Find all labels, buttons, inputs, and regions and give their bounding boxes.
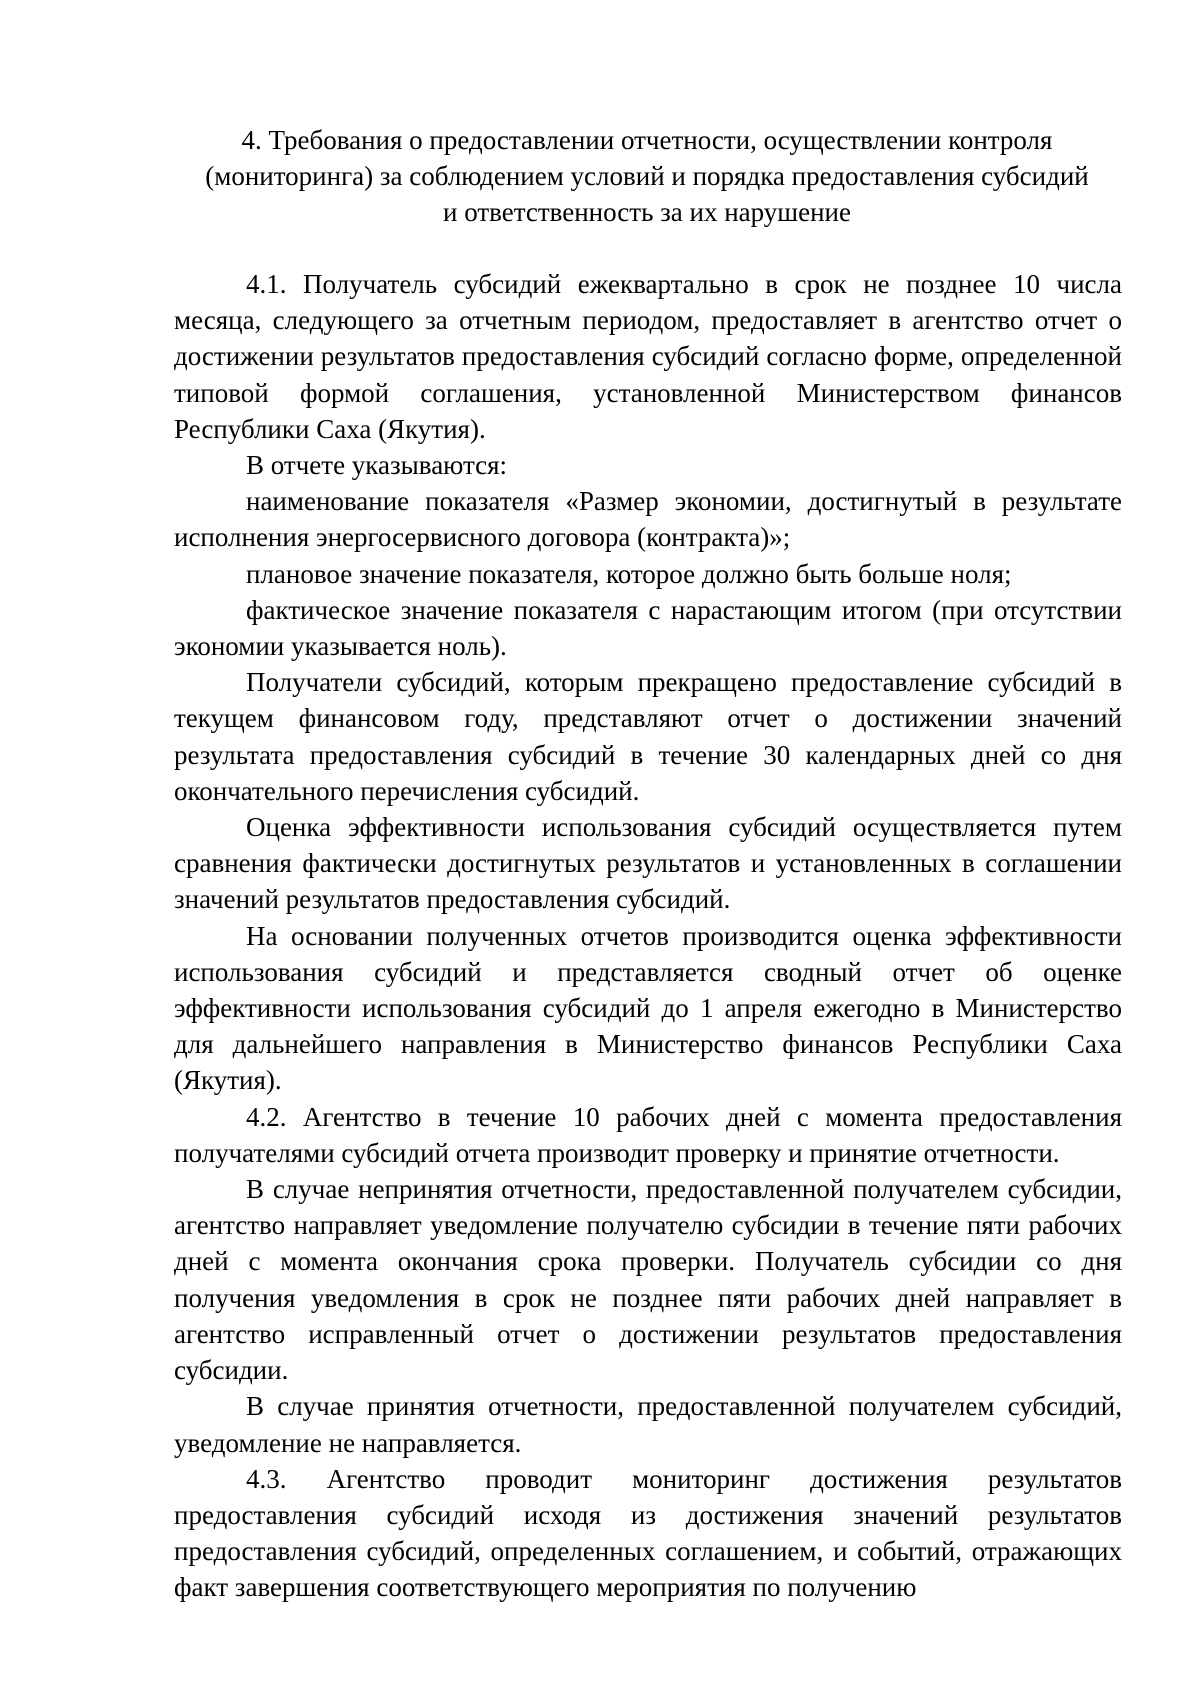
document-body: [174, 266, 1122, 1606]
paragraph-rejection-case: В случае непринятия отчетности, предоставленной получателем субсидии, агентство направляет уведомление получателю субсидии в течение пяти рабочих дней с момента окончания срока проверки. Получатель субсидии со дня получения уведомления в срок не позднее пяти рабочих дней направляет в агентство исправленный отчет о достижении результатов предоставления субсидии.: [174, 1174, 1122, 1386]
paragraph-indicator-name: наименование показателя «Размер экономии, достигнутый в результате исполнения энергосервисного договора (контракта)»;: [174, 486, 1122, 553]
paragraph-report-contents: В отчете указываются:: [246, 450, 508, 481]
paragraph-efficiency-assessment: Оценка эффективности использования субсидий осуществляется путем сравнения фактически достигнутых результатов и установленных в соглашении значений результатов предоставления субсидий.: [174, 812, 1122, 915]
section-heading: [172, 122, 1122, 230]
paragraph-4-3: 4.3. Агентство проводит мониторинг достижения результатов предоставления субсидий исходя из достижения значений результатов предоставления субсидий, определенных соглашением, и событий, отражающих факт завершения соответствующего мероприятия по получению: [174, 1463, 1122, 1603]
heading-line: 4. Требования о предоставлении отчетности, осуществлении контроля: [241, 125, 1053, 155]
paragraph-acceptance-case: В случае принятия отчетности, предоставленной получателем субсидий, уведомление не направляется.: [174, 1391, 1122, 1458]
paragraph-summary-report: На основании полученных отчетов производится оценка эффективности использования субсидий и представляется сводный отчет об оценке эффективности использования субсидий до 1 апреля ежегодно в Министерство для дальнейшего направления в Министерство финансов Республики Саха (Якутия).: [174, 920, 1122, 1096]
paragraph-planned-value: плановое значение показателя, которое должно быть больше ноля;: [246, 558, 1012, 589]
heading-line: и ответственность за их нарушение: [443, 197, 851, 227]
paragraph-terminated-recipients: Получатели субсидий, которым прекращено предоставление субсидий в текущем финансовом году, представляют отчет о достижении значений результата предоставления субсидий в течение 30 календарных дней со дня окончательного перечисления субсидий.: [174, 667, 1122, 806]
heading-line: (мониторинга) за соблюдением условий и порядка предоставления субсидий: [205, 161, 1089, 191]
paragraph-4-1: 4.1. Получатель субсидий ежеквартально в срок не позднее 10 числа месяца, следующего за отчетным периодом, предоставляет в агентство отчет о достижении результатов предоставления субсидий согласно форме, определенной типовой формой соглашения, установленной Министерством финансов Республики Саха (Якутия).: [174, 269, 1122, 444]
paragraph-4-2: 4.2. Агентство в течение 10 рабочих дней с момента предоставления получателями субсидий отчета производит проверку и принятие отчетности.: [174, 1101, 1122, 1168]
paragraph-actual-value: фактическое значение показателя с нарастающим итогом (при отсутствии экономии указывается ноль).: [174, 594, 1122, 662]
